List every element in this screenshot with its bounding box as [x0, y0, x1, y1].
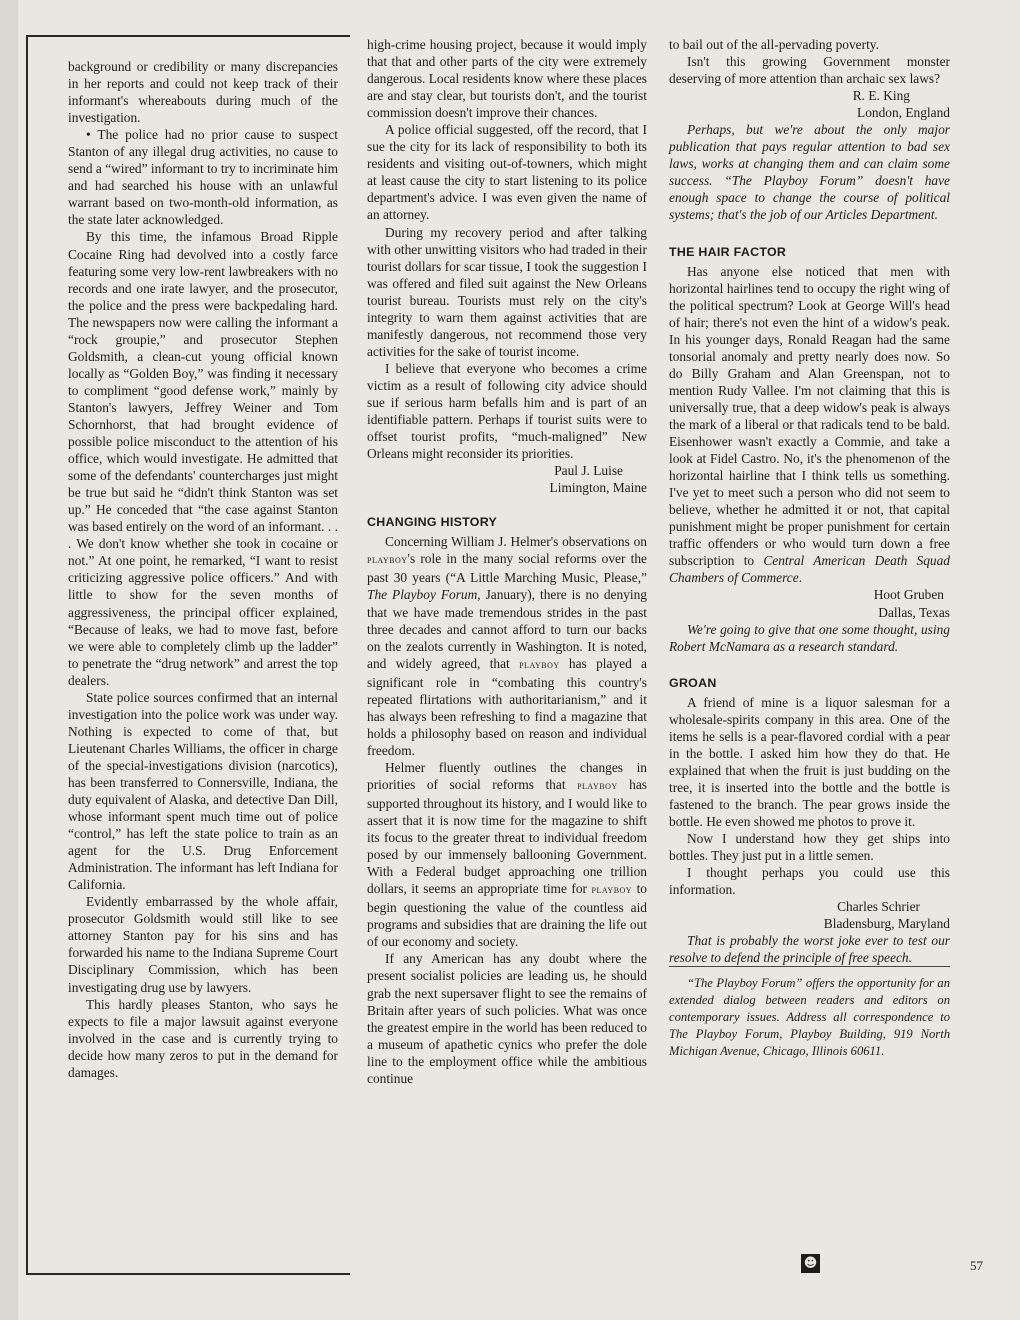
paragraph: Isn't this growing Government monster deserving of more attention than archaic sex laws? [669, 54, 950, 87]
column-1 [68, 58, 338, 1081]
brand-name: playboy [591, 884, 633, 897]
forum-footer-note: “The Playboy Forum” offers the opportunity for an extended dialog between readers and editors on contemporary issues. Address all correspondence to The Playboy Forum, Playboy Building, 919 North Michigan Avenue, Chicago, Illinois 60611. [669, 966, 950, 1060]
letter-signature-place: Limington, Maine [549, 480, 647, 496]
letter-signature-place: Dallas, Texas [878, 604, 950, 620]
text-run: 's role in the many social reforms over the past 30 years (“A Little Marching Music, Please,” [367, 551, 647, 586]
sidebar-vertical-rule [26, 35, 28, 1275]
paragraph: I believe that everyone who becomes a crime victim as a result of following city advice should sue if serious harm befalls him and is part of an identifiable pattern. Perhaps if tourist suits were to offset tourist profits, “much-maligned” New Orleans might reconsider its priorities. [367, 360, 647, 462]
brand-name: playboy [577, 779, 618, 792]
paragraph [367, 533, 647, 759]
publication-title: Central American Death Squad Chambers of Commerce [669, 553, 950, 586]
paragraph: Evidently embarrassed by the whole affair, prosecutor Goldsmith would still like to see attorney Stanton pay for his sins and has forwarded his name to the Indiana Supreme Court Disciplinary Commission, which has been investigating drug use by lawyers. [68, 894, 338, 995]
letter-signature-name: Charles Schrier [837, 899, 920, 915]
paragraph: to bail out of the all-pervading poverty. [669, 37, 879, 52]
text-run: has supported throughout its history, and I would like to assert that it is now time for the magazine to shift its focus to the greater threat to individual freedom posed by our immensely ballooning Government. With a Federal budget approaching one trillion dollars, it seems an appropriate time for [367, 776, 647, 897]
editor-reply [669, 121, 950, 223]
paragraph: If any American has any doubt where the present socialist policies are leading us, he should grab the next supersaver flight to see the remains of Britain after years of such policies. What was once the greatest empire in the world has been reduced to a museum of apathetic cynics who prefer the dole line to the employment office while the ambitious continue [367, 951, 647, 1086]
text-run: to begin questioning the value of the countless aid programs and subsidies that are draining the life out of our economy and society. [367, 881, 647, 950]
sidebar-bottom-rule [26, 1273, 350, 1275]
brand-name: playboy [519, 658, 560, 671]
sidebar-top-rule [26, 35, 350, 37]
paragraph: During my recovery period and after talking with other unwitting visitors who had traded in their tourist dollars for scar tissue, I took the suggestion I was offered and filed suit against the New Orleans tourist bureau. Tourists must rely on the city's integrity to warn them against activities that are manifestly dangerous, not recommend those very activities for the sake of tourist income. [367, 224, 647, 359]
paragraph: I thought perhaps you could use this information. [669, 865, 950, 898]
text-run: Has anyone else noticed that men with horizontal hairlines tend to occupy the right wing of the political spectrum? Look at George Will's head of hair; there's not even the hint of a widow's peak. In his younger days, Ronald Reagan had the same tonsorial anomaly and pretty nearly does now. So do Billy Graham and Alan Greenspan, not to mention Rudy Vallee. I'm not claiming that this is universally true, that a deep widow's peak is always the mark of a liberal or that radicals tend to be bald. Eisenhower wasn't exactly a Commie, and take a look at Fidel Castro. No, it's the phenomenon of the horizontal hairline that I think tells us something. I've yet to meet such a person who did not seem to believe, whether he admitted it or not, that capital punishment might be proper punishment for certain traffic offenders or who would turn down a free subscription to [669, 263, 950, 569]
paragraph: A friend of mine is a liquor salesman for a wholesale-spirits company in this area. One of the items he sells is a pear-flavored cordial with a pear in the bottle. I asked him how they do that. He explained that when the fruit is just budding on the tree, it is inserted into the bottle and the bottle is fastened to the branch. The pear grows inside the bottle. He even showed me photos to prove it. [669, 694, 950, 830]
section-heading-hair-factor: THE HAIR FACTOR [669, 244, 787, 259]
paragraph [669, 263, 950, 587]
text-run: Helmer fluently outlines the changes in priorities of social reforms that [367, 759, 647, 792]
paragraph [367, 759, 647, 951]
letter-signature-name: R. E. King [852, 88, 910, 104]
text-run: , January), there is no denying that we have made tremendous strides in the past three decades and cannot afford to turn our backs on the zealots currently in Washington. It is noted, and widely agreed, that [367, 587, 648, 671]
text-run: . [798, 570, 803, 586]
paragraph: • The police had no prior cause to suspect Stanton of any illegal drug activities, no cause to send a “wired” informant to try to incriminate him and had searched his house with an unlawful warrant based on two-month-old information, as the state later acknowledged. [68, 127, 338, 228]
editor-reply: We're going to give that one some thought, using Robert McNamara as a research standard. [669, 621, 950, 654]
brand-name: playboy [367, 554, 408, 567]
publication-title: The Playboy Forum [731, 173, 856, 189]
paragraph: By this time, the infamous Broad Ripple Cocaine Ring had devolved into a costly farce featuring some very low-rent lawbreakers with no records and one irate lawyer, and the prosecutor, the police and the press were backpedaling hard. The newspapers now were calling the informant a “rock groupie,” and prosecutor Stephen Goldsmith, a clean-cut young official known locally as “Golden Boy,” was finding it necessary to compliment “good defense work,” mainly by Stanton's lawyers, Jeffrey Weiner and Tom Schornhorst, that had brought evidence of possible police misconduct to the attention of his office, which would investigate. He admitted that some of the defendants' countercharges just might be true but said he “didn't think Stanton was set up.” He conceded that “the case against Stanton was based entirely on the word of an informant. . . . We don't know whether she took in cocaine or not.” At one point, he remarked, “I want to resist criticizing aggressive police officers.” And with little to show for the seven months of aggressiveness, the principal officer explained, “Because of leaks, we had to move fast, before we were able to completely climb up the ladder” to penetrate the “drug network” and arrest the top dealers. [68, 229, 338, 688]
paragraph: This hardly pleases Stanton, who says he expects to file a major lawsuit against everyone involved in the case and is currently trying to decide how many zeros to put in the demand for damages. [68, 996, 338, 1080]
section-heading-groan: GROAN [669, 675, 717, 690]
page-number: 57 [970, 1258, 983, 1273]
text-run: Concerning William J. Helmer's observations on [385, 534, 647, 550]
editor-reply: That is probably the worst joke ever to test our resolve to defend the principle of free speech. [669, 933, 950, 966]
text-run: has played a significant role in “combating this country's repeated flirtations with authoritarianism,” and it has always been refreshing to find a magazine that holds a philosophy based on reason and individual freedom. [367, 655, 648, 758]
page-edge-shadow [0, 0, 18, 1320]
letter-signature-name: Hoot Gruben [873, 587, 944, 603]
paragraph: background or credibility or many discrepancies in her reports and could not keep track of their informant's whereabouts during much of the investigation. [68, 59, 338, 126]
letter-signature-name: Paul J. Luise [554, 463, 623, 479]
text-run: ” doesn't have enough space to change the course of political systems; that's the job of our Articles Department. [669, 173, 951, 223]
letter-signature-place: Bladensburg, Maryland [823, 916, 950, 932]
section-heading-changing-history: CHANGING HISTORY [367, 515, 498, 530]
column-2 [367, 36, 647, 1087]
paragraph: A police official suggested, off the record, that I sue the city for its lack of responsibility to both its residents and visiting out-of-towners, which might at least cause the city to start listening to its police department's advice. I was even given the name of an attorney. [367, 122, 647, 223]
publication-title: The Playboy Forum [367, 587, 478, 603]
text-run: Perhaps, but we're about the only major publication that pays regular attention to bad sex laws, works at changing them and can claim some success. “ [669, 122, 950, 189]
paragraph: high-crime housing project, because it would imply that that and other parts of the city were extremely dangerous. Local residents know where these places are and stay clear, but tourists don't, and the tourist commission doesn't improve their chances. [367, 37, 647, 121]
playboy-logo-icon [801, 1254, 820, 1273]
logo-glyph: ☻ [803, 1256, 818, 1271]
column-3 [669, 36, 950, 1060]
letter-signature-place: London, England [857, 105, 950, 121]
paragraph: State police sources confirmed that an internal investigation into the police work was under way. Nothing is expected to come of that, but Lieutenant Charles Williams, the officer in charge of the special-investigations division (narcotics), has been transferred to Connersville, Indiana, the duty equivalent of Alaska, and detective Dan Dill, whose informant spent much time out of police “control,” has left the state police to train as an agent for the U.S. Drug Enforcement Administration. The informant has left Indiana for California. [68, 689, 338, 893]
paragraph: Now I understand how they get ships into bottles. They just put in a little semen. [669, 831, 950, 864]
